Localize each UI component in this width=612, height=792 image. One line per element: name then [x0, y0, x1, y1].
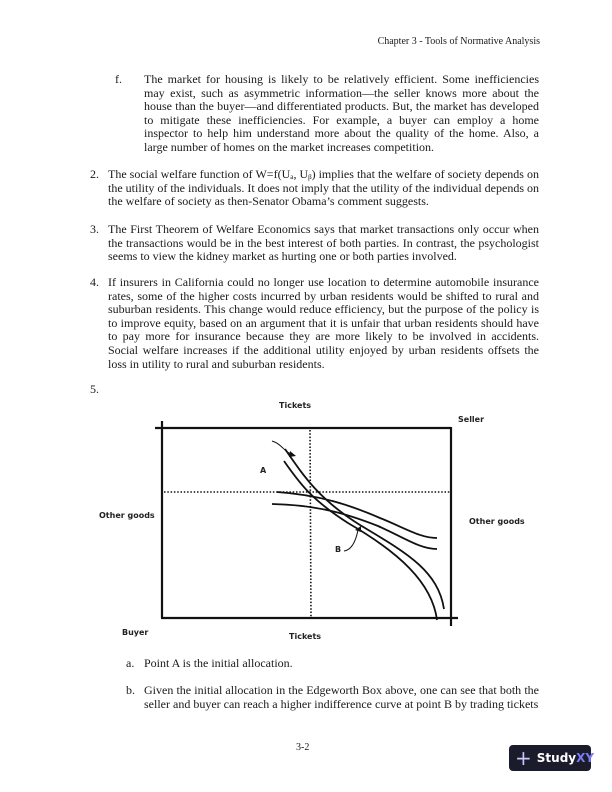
endowment-vertical-dotted-line	[310, 430, 311, 617]
studyxy-badge[interactable]	[509, 745, 595, 771]
top-axis-label: Tickets	[279, 401, 312, 410]
chapter-header: Chapter 3 - Tools of Normative Analysis	[377, 36, 540, 47]
right-axis-label: Other goods	[469, 517, 525, 526]
sub-item-b-text: Given the initial allocation in the Edgeworth Box above, one can see that both the seller and buyer can reach a higher indifference curve at point B by trading tickets	[144, 683, 539, 711]
indifference-curve-buyer-inner	[284, 461, 437, 620]
item-marker: 5.	[90, 382, 99, 396]
seller-origin-label: Seller	[458, 415, 485, 424]
sub-item-a-text: Point A is the initial allocation.	[144, 656, 293, 670]
item-2-text: The social welfare function of W=f(Uₐ, Uᵦ) implies that the welfare of society depends on the utility of the individuals. It does not imply that the utility of the individual depends on the welfare of society as then-Senator Obama’s comment suggests.	[108, 167, 539, 209]
left-axis-label: Other goods	[99, 511, 155, 520]
item-marker: f.	[115, 72, 122, 86]
item-marker: 3.	[90, 222, 99, 236]
item-3-text: The First Theorem of Welfare Economics says that market transactions only occur when the transactions would be in the best interest of both parties. In contrast, the psychologist seems to view the kidney market as hurting one or both parties involved.	[108, 222, 539, 264]
point-a-label: A	[260, 466, 267, 475]
item-marker: 2.	[90, 167, 99, 181]
indifference-curve-buyer-outer	[285, 449, 444, 609]
point-a-arrowhead	[289, 451, 296, 457]
badge-brand-suffix: XY	[576, 751, 595, 765]
item-4-text: If insurers in California could no longer use location to determine automobile insurance rates, some of the higher costs incurred by urban residents would be shifted to rural and suburban residents. This change would reduce efficiency, but the purpose of the policy is to improve equity, based on an argument that it is unfair that urban residents should have to pay more for insurance because they are more likely to be involved in accidents. Social welfare increases if the additional utility enjoyed by urban residents offsets the loss in utility to rural and suburban residents.	[108, 275, 539, 371]
point-b-arrow	[344, 530, 358, 551]
indifference-curve-seller-upper	[277, 492, 437, 538]
point-b-label: B	[335, 545, 342, 554]
badge-brand-prefix: Study	[536, 751, 577, 765]
bottom-axis-label: Tickets	[289, 632, 322, 641]
item-marker: 4.	[90, 275, 99, 289]
sub-item-marker: b.	[126, 683, 135, 697]
plus-icon: +	[515, 746, 532, 770]
page-number: 3-2	[296, 742, 310, 753]
buyer-origin-label: Buyer	[122, 628, 149, 637]
item-f-text: The market for housing is likely to be relatively efficient. Some inefficiencies may exist, such as asymmetric information—the seller knows more about the house than the buyer—and differentiated products. But, the market has developed to mitigate these inefficiencies. For example, a buyer can employ a home inspector to help him understand more about the quality of the home. Also, a large number of homes on the market increases competition.	[144, 72, 539, 154]
sub-item-marker: a.	[126, 656, 135, 670]
